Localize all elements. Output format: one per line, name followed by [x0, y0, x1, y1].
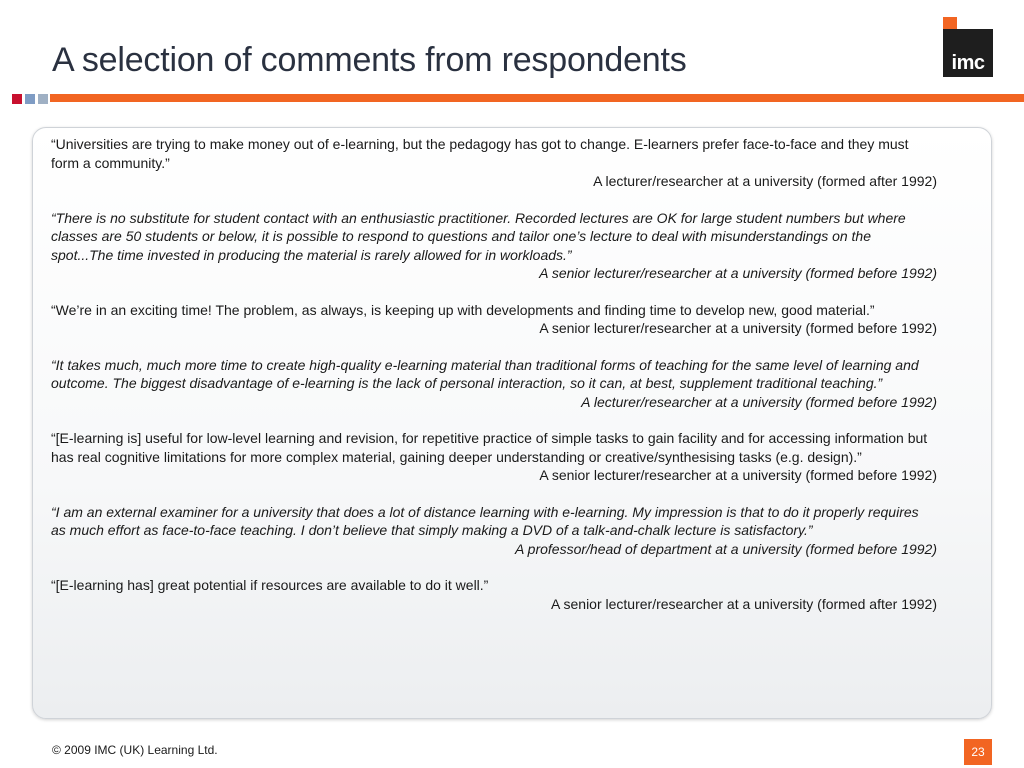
quote-text: “I am an external examiner for a university that does a lot of distance learning with e-learning. My impression is that to do it properly requires as much effort as face-to-face teaching. I don’t believe that simply making a DVD of a talk-and-chalk lecture is satisfactory.”: [51, 503, 919, 538]
quote-text: “It takes much, much more time to create high-quality e-learning material than traditional forms of teaching for the same level of learning and outcome. The biggest disadvantage of e-learning is the lack of personal interaction, so it can, at best, supplement traditional teaching.”: [51, 356, 919, 391]
imc-logo: [943, 17, 995, 77]
quote-attribution: A lecturer/researcher at a university (formed before 1992): [581, 393, 937, 410]
rule-square-blue: [25, 94, 35, 104]
logo-box: imc: [943, 29, 993, 77]
quote-attribution: A senior lecturer/researcher at a university (formed after 1992): [551, 595, 937, 612]
rule-square-red: [12, 94, 22, 104]
rule-square-grey: [38, 94, 48, 104]
quote-attribution: A senior lecturer/researcher at a university (formed before 1992): [539, 467, 937, 483]
quote-text: “Universities are trying to make money out of e-learning, but the pedagogy has got to change. E-learners prefer face-to-face and they must form a community.”: [51, 136, 909, 171]
copyright-footer: © 2009 IMC (UK) Learning Ltd.: [52, 743, 218, 757]
quote-item: [51, 503, 937, 559]
rule-bar: [50, 94, 1024, 102]
quote-attribution: A senior lecturer/researcher at a university (formed before 1992): [539, 265, 937, 281]
quote-item: [51, 209, 937, 283]
quote-attribution: A professor/head of department at a university (formed before 1992): [514, 540, 937, 557]
quote-text: “We’re in an exciting time! The problem, as always, is keeping up with developments and finding time to develop new, good material.”: [51, 301, 875, 318]
quote-text: “[E-learning has] great potential if resources are available to do it well.”: [51, 577, 489, 593]
quote-item: [51, 301, 937, 338]
quote-item: [51, 135, 937, 191]
quote-attribution: A lecturer/researcher at a university (formed after 1992): [593, 173, 937, 189]
quotes-panel: [32, 127, 992, 719]
quote-text: “[E-learning is] useful for low-level learning and revision, for repetitive practice of simple tasks to gain facility and for accessing information but has real cognitive limitations for more complex material, gaining deeper understanding or creative/synthesising tasks (e.g. design).”: [51, 430, 928, 465]
quote-text: “There is no substitute for student contact with an enthusiastic practitioner. Recorded lectures are OK for large student numbers but where classes are 50 students or below, it is possible to respond to questions and tailor one’s lecture to deal with misunderstandings on the spot...The time invested in producing the material is rarely allowed for in workloads.”: [51, 209, 906, 263]
page-title: A selection of comments from respondents: [52, 41, 687, 79]
quote-item: [51, 356, 937, 412]
page-number-badge: 23: [964, 739, 992, 765]
header-rule: [0, 94, 1024, 102]
quote-attribution: A senior lecturer/researcher at a university (formed before 1992): [539, 320, 937, 336]
quote-item: [51, 576, 937, 613]
quotes-list: [51, 135, 937, 613]
quote-item: [51, 429, 937, 485]
